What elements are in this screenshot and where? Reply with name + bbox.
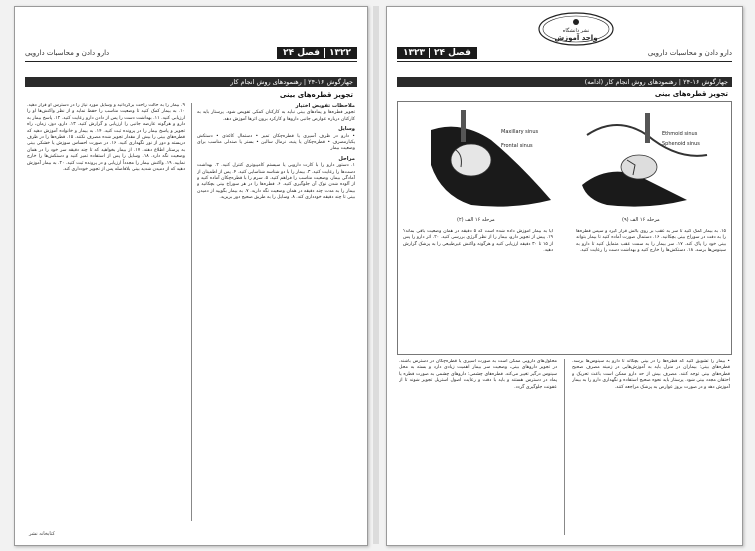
- column-divider: [191, 103, 192, 521]
- right-running-title: دارو دادن و محاسبات دارویی: [647, 49, 732, 57]
- figure-a-steps-text: ۱۵. به بیمار کمک کنید تا سر به عقب بر روی بالش قرار گیرد و سپس قطره‌ها را به دقت در سوراخ بینی بچکانید. ۱۶. دستمال صورت آماده کنید تا بیمار بتواند بینی خود را پاک کند. ۱۷. سر بیمار را به سمت عقب متمایل کنید تا دارو به سینوس‌ها برسد. ۱۸. دستکش‌ها را خارج کنید و بهداشت دست را رعایت کنید.: [576, 229, 726, 254]
- nasal-drops-figure-b: [401, 105, 561, 215]
- left-running-title: دارو دادن و محاسبات دارویی: [25, 49, 110, 57]
- right-chapter-label: فصل ۲۴: [433, 48, 471, 58]
- figure-a-steps: [576, 229, 726, 347]
- right-page-number-box: [397, 47, 477, 59]
- header-separator: [324, 48, 325, 58]
- right-page-number: ۱۳۲۳: [403, 48, 425, 58]
- logo-line2: واحد آموزش: [554, 34, 598, 42]
- header-separator: [429, 48, 430, 58]
- right-page: [386, 6, 743, 546]
- figure-a-label-1: Ethmoid sinus: [662, 131, 698, 137]
- delegation-heading: ملاحظات تفویض اختیار: [295, 103, 355, 109]
- left-chapter-label: فصل ۲۴: [283, 48, 321, 58]
- left-page-number: ۱۳۲۲: [329, 48, 351, 58]
- left-section-bar: جهارگوش ۱۶-۲۴ | رهنمودهای روش انجام کار: [25, 77, 357, 87]
- right-page-bottom-right-column: [572, 359, 730, 535]
- steps-text: ۱. دستور دارو را با کارت دارویی یا سیستم کامپیوتری کنترل کنید. ۲. بهداشت دست‌ها را رعایت کنید. ۳. بیمار را با دو شناسه شناسایی کنید. ۴. پس از اطمینان از آمادگی بیمار، وضعیت مناسب را فراهم کنید. ۵. سرم را با قطره‌چکان آماده کنید و از آلوده شدن نوک آن جلوگیری کنید. ۶. قطره‌ها را در هر سوراخ بینی بچکانید و بیمار را به مدت چند دقیقه در همان وضعیت نگه دارید. ۷. به بیمار بگویید از دمیدن بینی تا چند دقیقه خودداری کند. ۸. وسایل را به طریق صحیح دور بریزید.: [197, 163, 355, 201]
- equipment-text: • دارو در ظرف آسپری یا قطره‌چکان تمیز • دستمال کاغذی • دستکش یکبارمصرف • قطره‌چکان یا پنبه، نرمال سالین • بستر یا صندلی مناسب برای وضعیت بیمار: [197, 133, 355, 152]
- right-page-header: [397, 45, 732, 62]
- figure-b-label-1: Maxillary sinus: [501, 129, 539, 135]
- book-spine: [373, 6, 379, 544]
- figure-b-steps-text: آیا به بیمار آموزش داده شده است که ۵ دقیقه در همان وضعیت باقی بماند؟ ۱۹. پیش از تجویز دارو، بیمار را از نظر آلرژی بررسی کنید. ۲۰. اثر دارو را پس از ۱۵ تا ۳۰ دقیقه ارزیابی کنید و هرگونه واکنش غیرطبیعی را به پزشک گزارش دهید.: [403, 229, 553, 254]
- logo-line1: نشر دانشگاه: [562, 28, 590, 34]
- left-page-footer: کتابخانه نشر: [29, 531, 55, 537]
- figure-b-steps: [403, 229, 553, 347]
- left-page: [14, 6, 368, 546]
- publisher-logo-icon: [537, 11, 615, 47]
- figure-a-label-2: Sphenoid sinus: [662, 141, 700, 147]
- left-page-right-column: [197, 103, 355, 523]
- left-page-number-box: [277, 47, 357, 59]
- left-sub-title: تجویز قطره‌های بینی: [279, 91, 353, 99]
- nasal-drops-figure-a: [567, 105, 727, 215]
- left-page-header: [25, 45, 357, 62]
- continued-steps-text: ۹. بیمار را به حالت راحت برگردانید و وسایل مورد نیاز را در دسترس او قرار دهید. ۱۰. به بیمار کمک کنید تا وضعیت مناسب را حفظ نماید و از نظر واکنش‌ها او را ارزیابی کنید. ۱۱. بهداشت دست را پس از دادن دارو رعایت کنید. ۱۲. پاسخ بیمار به دارو و هرگونه عارضه جانبی را ارزیابی و گزارش کنید. ۱۳. دارو، دوز، زمان، راه تجویز و پاسخ بیمار را در پرونده ثبت کنید. ۱۴. به بیمار و خانواده آموزش دهید که قطره‌های بینی را بیش از مقدار تجویز شده مصرف نکنند. ۱۵. قطره‌ها را در ظرف دربسته و دور از نور نگهداری کنید. ۱۶. در صورت احساس سوزش یا خشکی بینی به پرستار اطلاع دهند. ۱۷. از بیمار بخواهید که تا چند دقیقه سر خود را در همان وضعیت نگه دارد. ۱۸. وسایل را پس از استفاده تمیز کنید و دستکش‌ها را خارج نمایید. ۱۹. واکنش بیمار را مجدداً ارزیابی و در پرونده ثبت کنید. ۲۰. به بیمار آموزش دهید که از دمیدن شدید بینی بلافاصله پس از تجویز خودداری کند.: [27, 103, 185, 173]
- figure-b-label-2: Frontal sinus: [501, 143, 533, 149]
- left-page-left-column: [27, 103, 185, 523]
- delegation-text: تجویز قطره‌ها و پمادهای بینی نباید به کارکنان کمکی تفویض شود. پرستار باید به کارکنان درباره عوارض جانبی داروها و کارکرد برون اثرها آموزش دهد.: [197, 110, 355, 122]
- column-divider: [564, 359, 565, 535]
- right-sub-title: تجویز قطره‌های بینی: [654, 90, 728, 98]
- equipment-heading: وسایل: [338, 126, 355, 133]
- bottom-right-text: • بیمار را تشویق کنید که قطره‌ها را در بینی بچکاند تا دارو به سینوس‌ها برسد. قطره‌های بینی: بیماران در منزل باید به آموزش‌هایی در زمینه مصرف صحیح قطره‌های بینی توجه کنند. مصرف بیش از حد دارو ممکن است باعث تحریک و احتقان مجدد بینی شود. پرستار باید نحوه صحیح استفاده و نگهداری دارو را به بیمار آموزش دهد و در صورت بروز عوارض به پزشک مراجعه کنند.: [572, 359, 730, 390]
- bottom-left-text: محلول‌های دارویی ممکن است به صورت اسپری یا قطره‌چکان در دسترس باشند. در تجویز داروهای بینی، وضعیت سر بیمار اهمیت زیادی دارد و بسته به محل سینوس درگیر تغییر می‌کند. قطره‌های چشمی: داروهای چشمی به صورت قطره یا پماد در دسترس هستند و باید با دقت و رعایت اصول استریل تجویز شوند تا از عفونت جلوگیری گردد.: [399, 359, 557, 390]
- right-page-bottom-left-column: [399, 359, 557, 535]
- figure-a-caption: مرحله ۱۶ الف (۹): [622, 217, 660, 223]
- right-section-bar: جهارگوش ۱۶-۲۴ | رهنمودهای روش انجام کار (ادامه): [397, 77, 732, 87]
- steps-heading: مراحل: [338, 155, 355, 162]
- figure-b-caption: مرحله ۱۶ الف (۲): [457, 217, 495, 223]
